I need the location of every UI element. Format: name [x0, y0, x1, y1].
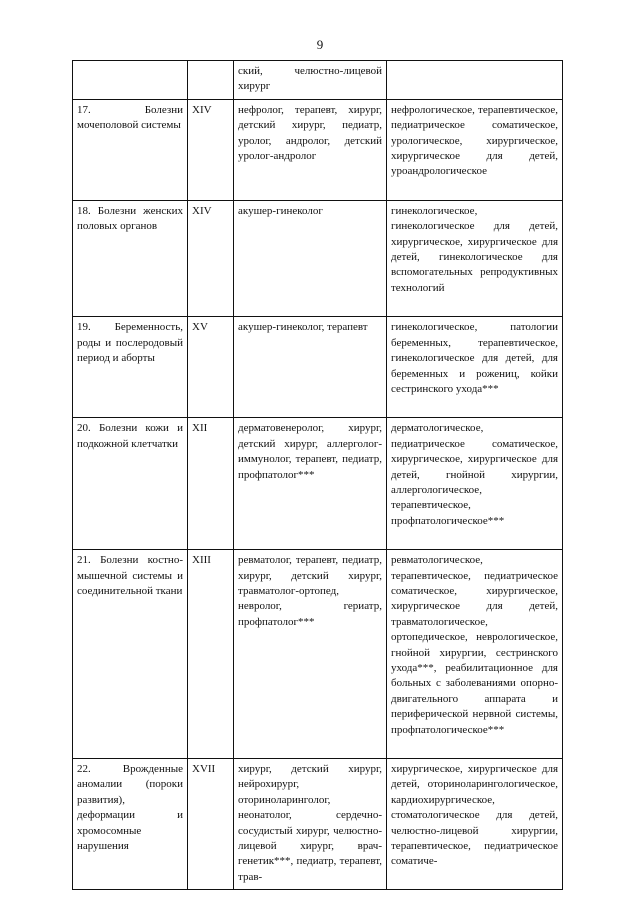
table-row: [73, 61, 563, 100]
disease-cell: [73, 61, 188, 100]
code-cell: XIV: [188, 200, 234, 316]
specialists-cell: хирург, детский хирург, нейрохирург, оториноларинголог, неонатолог, сердечно-сосудистый хирург, челюстно-лицевой хирург, врач-генетик***, педиатр, терапевт, трав-: [234, 759, 387, 890]
specialists-cell: ский, челюстно-лицевой хирург: [234, 61, 387, 100]
table-row: [73, 200, 563, 316]
specialists-cell: дерматовенеролог, хирург, детский хирург, аллерголог-иммунолог, терапевт, педиатр, профпатолог***: [234, 418, 387, 550]
departments-cell: [387, 550, 563, 759]
code-cell: XIV: [188, 99, 234, 200]
code-cell: XVII: [188, 759, 234, 890]
disease-cell: 18. Болезни женских половых органов: [73, 200, 188, 316]
disease-specialist-table: [72, 60, 563, 890]
code-cell: XII: [188, 418, 234, 550]
disease-cell: 19. Беременность, роды и послеродовый период и аборты: [73, 317, 188, 418]
departments-cell: [387, 99, 563, 200]
departments-text: дерматологическое, педиатрическое соматическое, хирургическое, хирургическое для детей, гнойной хирургии, аллергологическое, терапевтическое, профпатологическое***: [391, 422, 558, 527]
table-row: [73, 759, 563, 890]
specialists-cell: нефролог, терапевт, хирург, детский хирург, педиатр, уролог, андролог, детский уролог-андролог: [234, 99, 387, 200]
table-row: [73, 550, 563, 759]
code-cell: XIII: [188, 550, 234, 759]
disease-cell: 22. Врожденные аномалии (пороки развития), деформации и хромосомные нарушения: [73, 759, 188, 890]
disease-cell: 20. Болезни кожи и подкожной клетчатки: [73, 418, 188, 550]
code-cell: [188, 61, 234, 100]
departments-text: гинекологическое, гинекологическое для детей, хирургическое, хирургическое для детей, гинекологическое для вспомогательных репродуктивных технологий: [391, 204, 558, 294]
specialists-cell: акушер-гинеколог: [234, 200, 387, 316]
departments-cell: [387, 200, 563, 316]
specialists-cell: акушер-гинеколог, терапевт: [234, 317, 387, 418]
departments-text: нефрологическое, терапевтическое, педиатрическое соматическое, урологическое, хирургическое, хирургическое для детей, уроандрологическое: [391, 103, 558, 178]
departments-cell: хирургическое, хирургическое для детей, оториноларингологическое, кардиохирургическое, стоматологическое для детей, челюстно-лицевой хирургии, терапевтическое, педиатрическое соматиче-: [387, 759, 563, 890]
table-row: [73, 418, 563, 550]
departments-text: ревматологическое, терапевтическое, педиатрическое соматическое, хирургическое, хирургическое для детей, травматологическое, ортопедическое, неврологическое, гнойной хирургии, сестринского ухода***, реабилитационное для больных с заболеваниями опорно-двигательного аппарата и периферической нервной системы, профпатологическое***: [391, 554, 558, 736]
disease-cell: 21. Болезни костно-мышечной системы и соединительной ткани: [73, 550, 188, 759]
table-row: [73, 317, 563, 418]
page-number: 9: [316, 37, 324, 52]
departments-cell: [387, 61, 563, 100]
departments-cell: [387, 418, 563, 550]
table-row: [73, 99, 563, 200]
departments-text: гинекологическое, патологии беременных, терапевтическое, гинекологическое для детей, для беременных и рожениц, койки сестринского ухода***: [391, 321, 558, 395]
disease-cell: [73, 99, 188, 200]
disease-text: 17. Болезни мочеполовой системы: [77, 103, 183, 132]
departments-cell: [387, 317, 563, 418]
specialists-cell: ревматолог, терапевт, педиатр, хирург, детский хирург, травматолог-ортопед, невролог, гериатр, профпатолог***: [234, 550, 387, 759]
code-cell: XV: [188, 317, 234, 418]
